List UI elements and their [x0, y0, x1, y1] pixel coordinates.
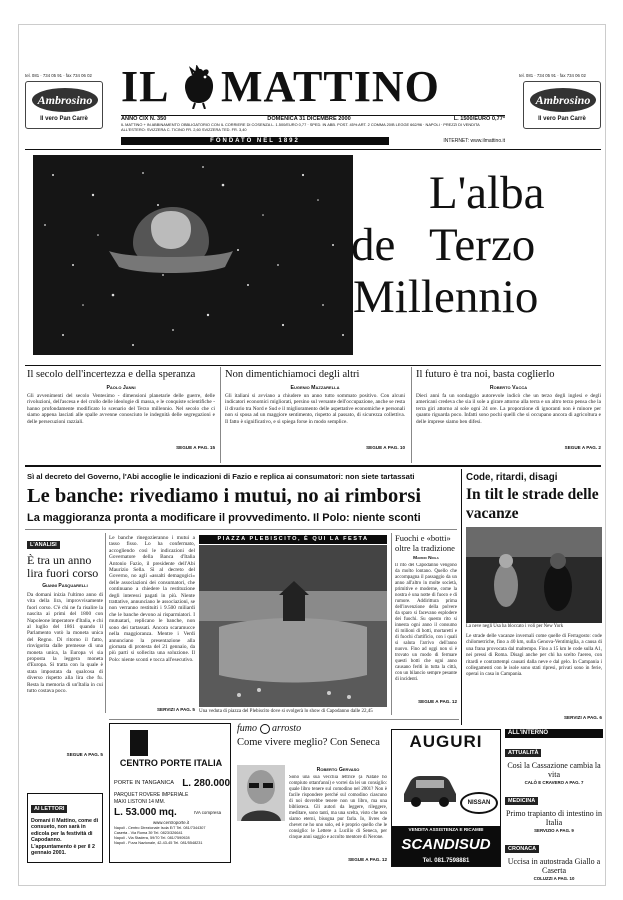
column-2 — [225, 369, 405, 463]
ad-porte-addr4: Napoli - P.zza Nazionale, 42-43-45 Tel. 081/5548231 — [114, 841, 203, 845]
readers-text: Domani il Mattino, come di consueto, non sarà in edicola per la festività di Capodanno. L'appuntamento è per il 2 gennaio 2001. — [31, 818, 99, 857]
traffic-kicker: Code, ritardi, disagi — [466, 472, 558, 483]
column-title[interactable]: Il secolo dell'incertezza e della speranza — [27, 369, 196, 380]
inside-author: COLUZZI A PAG. 10 — [533, 876, 575, 881]
issue-number: ANNO CIX N. 350 — [121, 116, 167, 122]
analysis-column — [27, 533, 103, 787]
nissan-logo: NISSAN — [460, 792, 498, 814]
inside-box — [505, 729, 603, 881]
inside-label: CRONACA — [505, 845, 539, 853]
ad-porte-price1: L. 280.000 — [182, 778, 230, 789]
column-author: Roberto Vacca — [489, 385, 528, 391]
ad-porte-price2: L. 53.000 mq. — [114, 807, 177, 818]
column-text: Dieci anni fa un sondaggio autorevole indicò che un terzo degli inglesi e degli americani credeva che sia il sole a girare attorno alla terra e un altro terzo pensa che la terra giri attorno al sole ogni 24 ore. La proporzione di ignoranti non è minore per quanto riguarda poco. Infatti sono pochi quelli che si occupano ancora di agricoltura e delle imprese siamo ben difesi. — [416, 393, 601, 425]
title-mattino: MATTINO — [221, 62, 440, 111]
photo-caption: Una veduta di piazza del Plebiscito dove si svolgerà lo show di Capodanno dalle 22,45 — [199, 709, 373, 714]
ad-auguri-line: VENDITA ASSISTENZA E RICAMBI — [392, 826, 500, 834]
banks-kicker: Sì al decreto del Governo, l'Abi accoglie le indicazioni di Fazio e replica ai consumatori: non siete tartassati — [27, 472, 415, 481]
analysis-author: Gianni Pasquarelli — [42, 583, 88, 589]
ad-porte-addr1: Napoli - Centro Direzionale Isola E/7 Tel. 081/7344307 — [114, 826, 206, 830]
smoke-author: Roberto Gervaso — [316, 767, 360, 773]
rooster-icon — [179, 65, 219, 109]
column-text: Gli italiani si avviano a chiudere un anno tutto sommato positivo. Con alcuni indicatori economici migliorati, persino sul versante dell'occupazione, anche se resta il divario tra Nord e Sud e il miglioramento delle aspettative economiche e personali non si sposa ad un maggiore sentimento, rispetto al passato, di sicurezza collettiva. Il fatto è significativo, e si spiega forse in modo semplice. — [225, 393, 405, 425]
fireworks-more[interactable]: SEGUE A PAG. 12 — [418, 699, 457, 704]
website[interactable]: INTERNET: www.ilmattino.it — [443, 138, 505, 144]
airport-graphic — [466, 527, 602, 623]
ad-porte-brand: CENTRO PORTE ITALIA — [119, 758, 223, 768]
ambrosino-logo: Ambrosino — [32, 88, 98, 112]
smoke-kicker-a: fumo — [237, 723, 257, 734]
photo-label: PIAZZA PLEBISCITO, È QUI LA FESTA — [199, 535, 387, 544]
ad-auguri[interactable] — [391, 729, 501, 867]
inside-section[interactable] — [505, 837, 603, 881]
smoke-column — [237, 723, 387, 867]
traffic-text: Le strade delle vacanze invernali come quelle di Ferragosto: code chilometriche, fino a 40 km, sulla Genova-Ventimiglia, a causa di una frana provocata dal maltempo. Fino a 15 km le code sulla A1, nei pressi di Roma. Disagi anche per chi ha scelto l'aereo, con ritardi e contrattempi causati dalla neve e dal gelo. In Campania i collegamenti con le isole sono stati ripresi, privati sono in ferie, operai in casa in Campania. — [466, 633, 602, 678]
inside-label: MEDICINA — [505, 797, 538, 805]
smoke-text: Sono una sua vecchia lettrice (a Natale ho compiuto ottant'anni) e vorrei da lei un consiglio: quale libro tenere sul comodino nel 2001? Non è facile rispondere perché sul comodino ciascuno di noi dovrebbe tenere non un libro, ma una biblioteca. Gli autori da leggere, rileggere, meditare, sono tanti, ma una scelta, visto che non siamo eterni, bisogna pur farla. Io, livres de chevet ne ho uno solo, ed è proprio quello che le consiglio: le Lettere a Lucilio di Seneca, per cinque anni saggio e accolto mentore di Nerone. — [289, 775, 387, 840]
ad-porte-line3: MAXI LISTONI 14 MM. — [114, 799, 166, 805]
banks-more[interactable]: SERVIZI A PAG. 5 — [156, 707, 195, 712]
headline-line-3: Millennio — [353, 271, 539, 323]
center-photo — [199, 545, 387, 707]
smoke-portrait — [237, 765, 285, 821]
ad-porte-web[interactable]: www.centroporte.it — [152, 820, 190, 825]
inside-header: ALL'INTERNO — [505, 729, 603, 738]
inside-title: Primo trapianto di intestino in Italia — [506, 809, 602, 827]
headline-line-2a: de — [351, 219, 396, 271]
headline-line-1: L'alba — [429, 167, 545, 219]
inside-title: Così la Cassazione cambia la vita — [507, 761, 601, 779]
smoke-icon — [260, 724, 270, 734]
fireworks-text: Il rito del Capodanno vengono da molto lontano. Quello che accompagna il passaggio da un anno all'altro in molte società, primitive e moderne, come la nostra è una notte di fuoco e di rumore. Addirittura prima dell'invenzione della polvere da sparo si facevano esplodere dei fuochi. Su questo rito si innesta ogni anno il consumo di milioni di botti, mortaretti e di fuochi d'artificio, con i quali si saluta l'arrivo dell'anno nuovo. Fino ad oggi non si è trovato un modo di fermare questi botti che ogni anno causano feriti in tutta la città, con un bilancio sempre pesante di incidenti. — [395, 563, 457, 682]
newspaper-page — [18, 24, 606, 886]
analysis-title[interactable]: È tra un anno lira fuori corso — [27, 553, 99, 580]
ad-porte-line2: PARQUET ROVERE IMPERIALE — [114, 792, 189, 798]
readers-box — [27, 793, 103, 863]
ad-porte-addr2: Caserta - Via Roma 39 Tel. 0823/326641 — [114, 831, 183, 835]
inside-author: CALÒ E CRAVERO A PAG. 7 — [524, 780, 584, 785]
traffic-headline[interactable]: In tilt le strade delle vacanze — [466, 486, 599, 522]
column-author: Eugenio Mazzarella — [290, 385, 340, 391]
ad-porte-line1: PORTE IN TANGANICA — [114, 780, 174, 786]
starfield-graphic — [33, 155, 353, 355]
phone-left: tel. 081 · 734 05 91 · fax 734 06 02 — [25, 73, 92, 78]
headline-line-2b: Terzo — [429, 219, 536, 271]
ad-ambrosino-left[interactable] — [25, 81, 103, 129]
readers-title: AI LETTORI — [31, 805, 67, 813]
ad-ambrosino-right[interactable] — [523, 81, 601, 129]
column-more[interactable]: SEGUE A PAG. 15 — [176, 445, 215, 450]
traffic-caption: La neve negli Usa ha bloccato i voli per New York — [466, 624, 564, 629]
column-author: Paolo Janni — [106, 385, 136, 391]
ad-auguri-greeting: AUGURI — [409, 732, 483, 751]
ad-porte-note: IVA compresa — [194, 810, 222, 815]
traffic-more[interactable]: SERVIZI A PAG. 6 — [563, 715, 602, 720]
ambrosino-slogan: Il vero Pan Carrè — [538, 116, 586, 122]
fireworks-author: Marino Niola — [413, 556, 439, 561]
traffic-photo — [466, 527, 602, 623]
ad-auguri-phone: Tel. 081.7598881 — [392, 856, 500, 866]
ambrosino-slogan: Il vero Pan Carrè — [40, 116, 88, 122]
banks-text: Le banche rinegozieranno i mutui a tasso fisso. Lo ha confermato, accogliendo così le indicazioni del Governatore della Banca d'Italia Antonio Fazio, il presidente dell'Abi Maurizio Sella. Sì al decreto del Governo, no agli «assalti demagogici» delle associazioni dei consumatori, che continuano a chiedere la restituzione degli interessi pagati in più. Niente trattative, annunciano le associazioni, se non verranno restituiti i 9.500 miliardi che le banche devono ai risparmiatori. I mutuatari, replicano le banche, non sono dei tartassati. Ancora scaramucce nella maggioranza. Mentre i Verdi annunciano la presentazione alla giornata di protesta del 21 gennaio, da più parti si sollecita una soluzione. Il Polo: niente sconti e tocca all'esecutivo. — [109, 535, 195, 663]
column-title[interactable]: Il futuro è tra noi, basta coglierlo — [416, 369, 555, 380]
phone-right: tel. 081 · 734 05 91 · fax 734 06 02 — [519, 73, 586, 78]
lead-headline — [349, 167, 605, 351]
ad-centro-porte[interactable] — [109, 723, 231, 863]
fireworks-title[interactable]: Fuochi e «botti» oltre la tradizione — [395, 533, 455, 553]
fireworks-column — [395, 533, 457, 715]
banks-subhead: La maggioranza pronta a modificare il provvedimento. Il Polo: niente sconti — [27, 512, 421, 524]
ad-porte-addr3: Napoli - Via Stadera, 59/70 Tel. 081/7590928 — [114, 836, 190, 840]
lead-photo — [33, 155, 353, 355]
piazza-graphic — [199, 545, 387, 707]
smoke-kicker — [237, 723, 387, 735]
banks-body — [109, 535, 195, 717]
inside-section[interactable] — [505, 789, 603, 833]
column-title[interactable]: Non dimentichiamoci degli altri — [225, 369, 360, 380]
traffic-body — [466, 633, 602, 725]
inside-label: ATTUALITÀ — [505, 749, 541, 757]
inside-title: Uccisa in autostrada Giallo a Caserta — [507, 857, 601, 875]
column-text: Gli avvenimenti del secolo Ventesimo - dimensioni planetarie delle guerre, delle rivoluzioni, dell'ascesa e del crollo delle ideologie di massa, e le conquiste scientifiche - hanno profondamente modificato lo scenario del Terzo millennio. Nel secolo che ci siamo appena lasciati alle spalle avvenne conosciuto le indegnità delle segregazioni e delle persecuzioni razziali. — [27, 393, 215, 425]
title-il: IL — [121, 62, 170, 111]
founded-bar: FONDATO NEL 1892 — [121, 137, 389, 145]
masthead-title — [121, 61, 501, 113]
ambrosino-logo: Ambrosino — [530, 88, 596, 112]
ad-auguri-dealer: SCANDISUD — [392, 834, 500, 856]
banks-headline[interactable]: Le banche: rivediamo i mutui, no ai rimborsi — [27, 485, 422, 507]
column-more[interactable]: SEGUE A PAG. 10 — [366, 445, 405, 450]
column-1 — [27, 369, 215, 463]
smoke-title[interactable]: Come vivere meglio? Con Seneca — [237, 737, 380, 748]
fine-print: IL MATTINO + IN ABBINAMENTO OBBLIGATORIO CON IL CORRIERE DI COSENZA L. 1.500/EURO 0,77 · SPED. IN ABB. POST. 45% ART. 2 COMMA 20/B LEGGE 662/96 · NAPOLI · PREZZI DI VENDITA ALL'ESTERO: SVIZZERA C. TICINO FR. 2,60 SVIZZERA TED. FR. 3,40 — [121, 123, 480, 132]
analysis-text: Da domani inizia l'ultimo anno di vita della lira, improvvisamente fuori corso. C'è chi ne fa risalire la nascita ai primi del 1800 con Napoleone imperatore d'Italia, e chi al luglio del 1861 quando il Parlamento votò la moneta unica del Regno. Di ritorno il fatto, rinvigorita dalle premesse di una moneta unica, la Europa vi sia proposta la leggera moneta d'Europa. Si tratta con la quale è stata impostata da qualcosa di diverso rispetto alla lira che fu. Resta la memoria di un'Italia in cui tutto costava poco. — [27, 592, 103, 695]
issue-price: L. 1500/EURO 0,77* — [453, 116, 505, 122]
smoke-kicker-b: arrosto — [272, 723, 302, 734]
car-icon — [400, 754, 460, 814]
analysis-more[interactable]: SEGUE A PAG. 5 — [66, 752, 103, 757]
column-more[interactable]: SEGUE A PAG. 2 — [564, 445, 601, 450]
door-icon — [130, 730, 148, 756]
issue-date: DOMENICA 31 DICEMBRE 2000 — [267, 116, 351, 122]
inside-author: SERVIZIO A PAG. 9 — [534, 828, 574, 833]
analysis-label: L'ANALISI — [27, 541, 60, 549]
column-3 — [416, 369, 601, 463]
inside-section[interactable] — [505, 741, 603, 785]
smoke-more[interactable]: SEGUE A PAG. 12 — [348, 857, 387, 862]
